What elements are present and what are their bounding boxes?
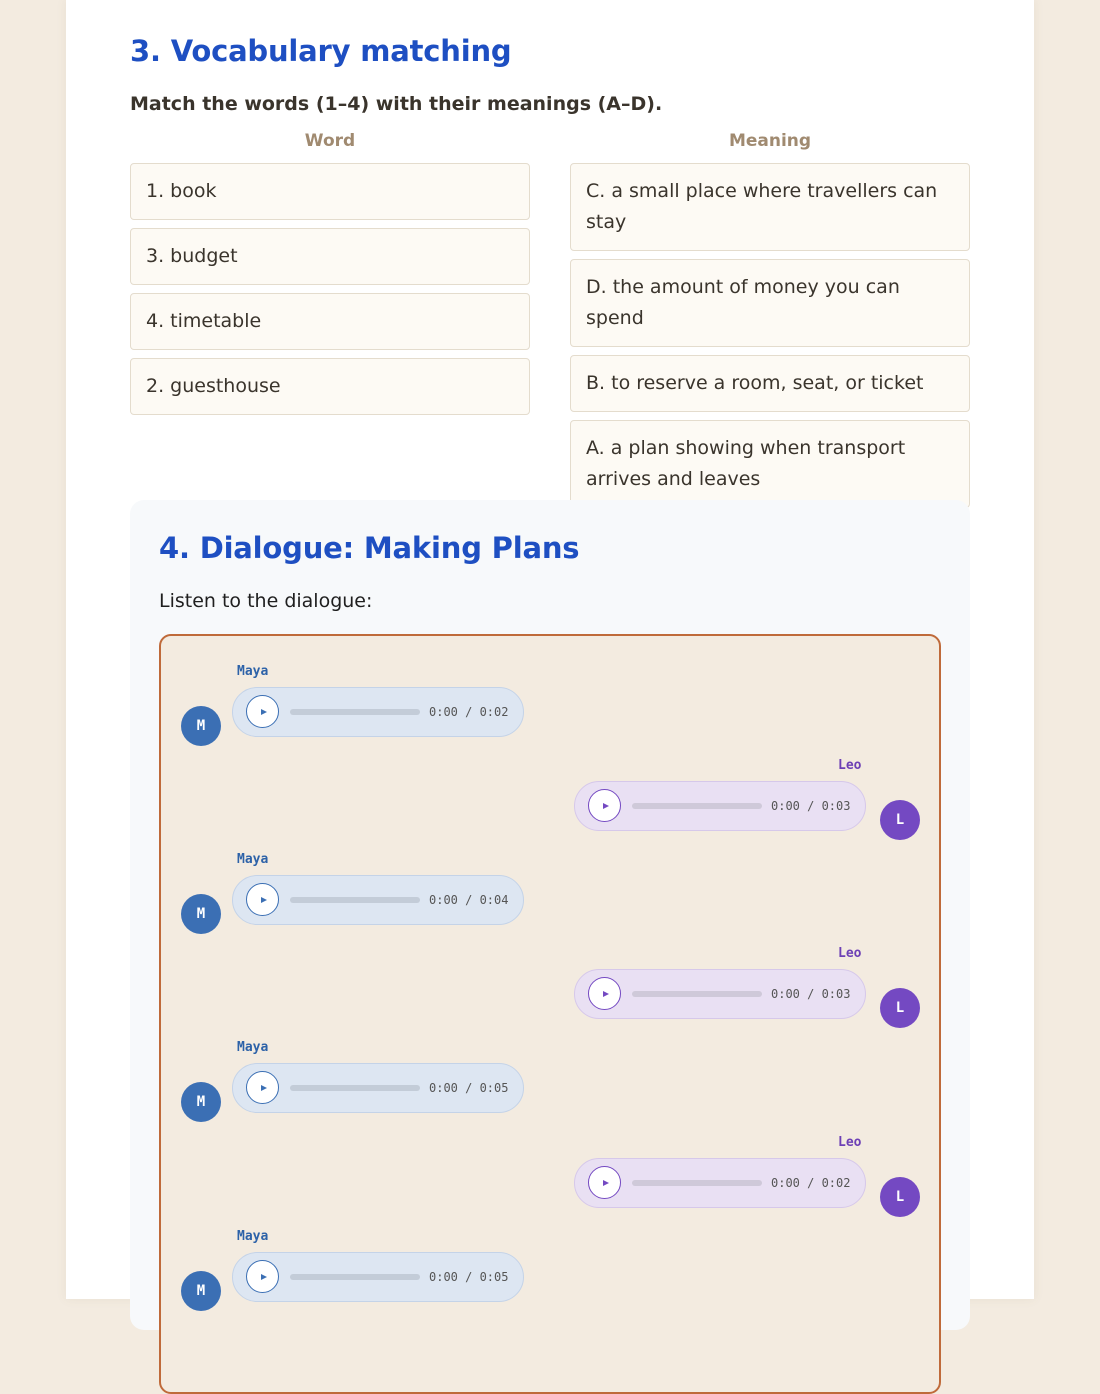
play-button[interactable] [246,883,279,916]
vocabulary-instruction: Match the words (1–4) with their meanings (A–D). [130,93,663,115]
word-column-header: Word [304,131,356,151]
dialogue-section-title: 4. Dialogue: Making Plans [159,531,580,565]
speaker-name: Maya [237,664,269,679]
dialogue-turn [161,946,939,1026]
play-button[interactable] [588,789,621,822]
speaker-name: Maya [237,1229,269,1244]
dialogue-turn [161,664,939,744]
play-button[interactable] [246,695,279,728]
time-display: 0:00 / 0:02 [429,705,509,719]
time-display: 0:00 / 0:03 [771,987,851,1001]
avatar: M [181,894,221,934]
avatar: M [181,1271,221,1311]
play-button[interactable] [246,1260,279,1293]
audio-player [574,1158,866,1208]
word-card[interactable]: 2. guesthouse [130,358,530,415]
avatar: M [181,706,221,746]
meaning-card[interactable]: A. a plan showing when transport arrives and leaves [570,420,970,508]
time-display: 0:00 / 0:04 [429,893,509,907]
word-card[interactable]: 1. book [130,163,530,220]
audio-player [232,1252,524,1302]
progress-bar[interactable] [290,1085,420,1091]
dialogue-section [130,500,970,1330]
speaker-name: Leo [838,1135,862,1150]
word-card[interactable]: 4. timetable [130,293,530,350]
word-card[interactable]: 3. budget [130,228,530,285]
progress-bar[interactable] [290,897,420,903]
meaning-card[interactable]: C. a small place where travellers can stay [570,163,970,251]
progress-bar[interactable] [632,803,762,809]
avatar: L [880,800,920,840]
meaning-list [570,163,970,516]
dialogue-turn [161,1040,939,1120]
play-button[interactable] [588,1166,621,1199]
meaning-card[interactable]: B. to reserve a room, seat, or ticket [570,355,970,412]
meaning-card[interactable]: D. the amount of money you can spend [570,259,970,347]
play-button[interactable] [588,977,621,1010]
time-display: 0:00 / 0:02 [771,1176,851,1190]
audio-player [574,781,866,831]
meaning-column-header: Meaning [728,131,812,151]
dialogue-turn [161,1135,939,1215]
speaker-name: Maya [237,1040,269,1055]
speaker-name: Leo [838,946,862,961]
audio-player [574,969,866,1019]
time-display: 0:00 / 0:03 [771,799,851,813]
dialogue-turn [161,1229,939,1309]
word-list [130,163,530,423]
dialogue-instruction: Listen to the dialogue: [159,590,373,612]
time-display: 0:00 / 0:05 [429,1270,509,1284]
avatar: L [880,1177,920,1217]
audio-player [232,1063,524,1113]
vocabulary-section-title: 3. Vocabulary matching [130,34,512,68]
audio-player [232,875,524,925]
dialogue-turn [161,852,939,932]
progress-bar[interactable] [290,709,420,715]
dialogue-box [159,634,941,1394]
avatar: L [880,988,920,1028]
audio-player [232,687,524,737]
speaker-name: Leo [838,758,862,773]
worksheet-page [66,0,1034,1299]
avatar: M [181,1082,221,1122]
progress-bar[interactable] [290,1274,420,1280]
time-display: 0:00 / 0:05 [429,1081,509,1095]
play-button[interactable] [246,1071,279,1104]
progress-bar[interactable] [632,991,762,997]
dialogue-turn [161,758,939,838]
speaker-name: Maya [237,852,269,867]
progress-bar[interactable] [632,1180,762,1186]
